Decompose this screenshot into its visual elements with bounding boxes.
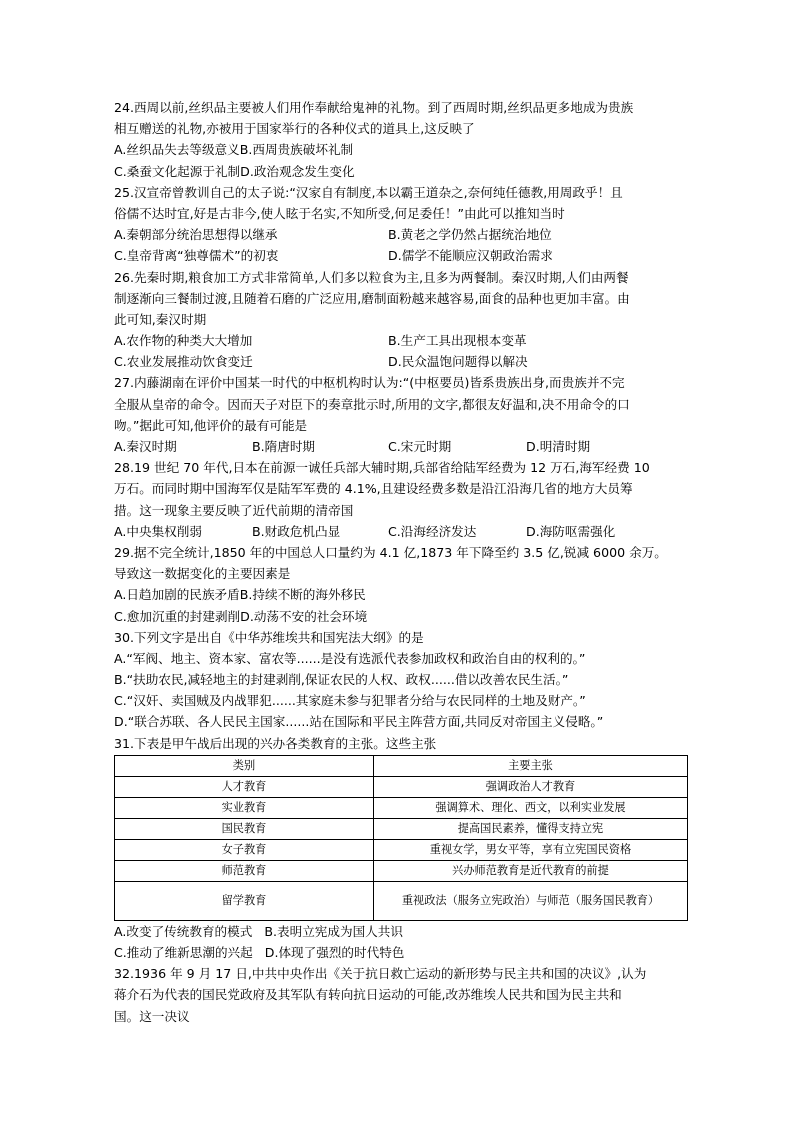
option-b: B.黄老之学仍然占据统治地位 bbox=[388, 227, 552, 243]
option-b: B.表明立宪成为国人共识 bbox=[264, 923, 403, 939]
table-header: 类别 bbox=[115, 755, 374, 776]
option-a: A.“军阀、地主、资本家、富农等......是没有选派代表参加政权和政治自由的权利的。” bbox=[114, 650, 586, 666]
option-a: A.秦朝部分统治思想得以继承 bbox=[114, 227, 278, 243]
question-stem: 此可知,秦汉时期 bbox=[114, 311, 207, 327]
table-header: 主要主张 bbox=[374, 755, 688, 776]
question-25 bbox=[114, 182, 690, 267]
table-cell: 强调算术、理化、西文，以利实业发展 bbox=[374, 797, 688, 818]
question-27 bbox=[114, 372, 690, 457]
option-row bbox=[114, 584, 690, 605]
option-c: C.桑蚕文化起源于礼制 bbox=[114, 163, 241, 179]
exam-page bbox=[114, 97, 690, 1027]
option-c: C.宋元时期 bbox=[388, 439, 452, 454]
table-cell: 留学教育 bbox=[115, 881, 374, 920]
education-table bbox=[114, 755, 688, 921]
question-stem: 28.19 世纪 70 年代,日本在前源一诚任兵部大辅时期,兵部省给陆军经费为 12 万石,海军经费 10 bbox=[114, 460, 650, 476]
option-row bbox=[114, 161, 690, 182]
question-stem: 万石。而同时期中国海军仅是陆军军费的 4.1%,且建设经费多数是沿江沿海几省的地方大员筹 bbox=[114, 481, 633, 497]
option-b: B.财政危机凸显 bbox=[252, 523, 341, 539]
option-a: A.农作物的种类大大增加 bbox=[114, 333, 253, 349]
option-d: D.体现了强烈的时代特色 bbox=[264, 945, 405, 960]
option-a: A.改变了传统教育的模式 bbox=[114, 923, 253, 939]
option-d: D.政治观念发生变化 bbox=[240, 163, 355, 179]
option-d: D.动荡不安的社会环境 bbox=[240, 608, 368, 624]
option-row bbox=[114, 521, 690, 542]
option-row bbox=[114, 351, 690, 372]
question-stem: 25.汉宣帝曾教训自己的太子说:“汉家自有制度,本以霸王道杂之,奈何纯任德教,用周政乎！且 bbox=[114, 184, 623, 200]
option-row bbox=[114, 224, 690, 245]
question-stem: 蒋介石为代表的国民党政府及其军队有转向抗日运动的可能,改苏维埃人民共和国为民主共和 bbox=[114, 987, 622, 1003]
table-cell: 提高国民素养，懂得支持立宪 bbox=[374, 818, 688, 839]
question-24 bbox=[114, 97, 690, 182]
option-d: D.海防呕需强化 bbox=[526, 523, 616, 539]
option-row bbox=[114, 606, 690, 627]
option-row bbox=[114, 921, 690, 942]
question-stem: 31.下表是甲午战后出现的兴办各类教育的主张。这些主张 bbox=[114, 735, 437, 751]
option-d: D.民众温饱问题得以解决 bbox=[388, 354, 528, 370]
option-d: D.“联合苏联、各人民民主国家......站在国际和平民主阵营方面,共同反对帝国主义侵略。” bbox=[114, 714, 604, 730]
option-row bbox=[114, 245, 690, 266]
option-row bbox=[114, 942, 690, 963]
option-b: B.“扶助农民,减轻地主的封建剥削,保证农民的人权、政权......借以改善农民生活。” bbox=[114, 672, 569, 688]
question-stem: 吻。”据此可知,他评价的最有可能是 bbox=[114, 417, 308, 433]
question-26 bbox=[114, 267, 690, 373]
question-31 bbox=[114, 733, 690, 964]
question-stem: 导致这一数据变化的主要因素是 bbox=[114, 566, 291, 582]
question-29 bbox=[114, 542, 690, 627]
question-stem: 国。这一决议 bbox=[114, 1008, 190, 1024]
table-row bbox=[115, 839, 688, 860]
table-cell: 国民教育 bbox=[115, 818, 374, 839]
question-stem: 27.内藤湖南在评价中国某一时代的中枢机构时认为:“(中枢要员)皆系贵族出身,而贵族并不完 bbox=[114, 375, 625, 391]
question-stem: 措。这一现象主要反映了近代前期的清帝国 bbox=[114, 502, 354, 518]
table-cell: 女子教育 bbox=[115, 839, 374, 860]
option-row bbox=[114, 330, 690, 351]
table-cell: 实业教育 bbox=[115, 797, 374, 818]
option-c: C.愈加沉重的封建剥削 bbox=[114, 608, 241, 624]
table-row bbox=[115, 860, 688, 881]
table-cell: 师范教育 bbox=[115, 860, 374, 881]
table-row bbox=[115, 797, 688, 818]
option-a: A.秦汉时期 bbox=[114, 439, 177, 454]
table-row bbox=[115, 881, 688, 920]
question-stem: 26.先秦时期,粮食加工方式非常简单,人们多以粒食为主,且多为两餐制。秦汉时期,人们由两餐 bbox=[114, 269, 629, 285]
question-stem: 俗儒不达时宜,好是古非今,使人眩于名实,不知所受,何足委任！”由此可以推知当时 bbox=[114, 205, 565, 221]
option-c: C.推动了维新思潮的兴起 bbox=[114, 945, 253, 960]
option-c: C.沿海经济发达 bbox=[388, 523, 477, 539]
question-stem: 制逐渐向三餐制过渡,且随着石磨的广泛应用,磨制面粉越来越容易,面食的品种也更加丰富。由 bbox=[114, 290, 630, 306]
table-cell: 兴办师范教育是近代教育的前提 bbox=[374, 860, 688, 881]
option-b: B.隋唐时期 bbox=[252, 439, 316, 454]
table-header-row bbox=[115, 755, 688, 776]
table-cell: 强调政治人才教育 bbox=[374, 776, 688, 797]
option-a: A.丝织品失去等级意义 bbox=[114, 142, 240, 158]
option-d: D.明清时期 bbox=[526, 439, 591, 454]
question-stem: 30.下列文字是出自《中华苏维埃共和国宪法大纲》的是 bbox=[114, 629, 424, 645]
option-row bbox=[114, 139, 690, 160]
option-c: C.农业发展推动饮食变迁 bbox=[114, 354, 253, 370]
question-stem: 相互赠送的礼物,亦被用于国家举行的各种仪式的道具上,这反映了 bbox=[114, 121, 475, 137]
table-cell: 人才教育 bbox=[115, 776, 374, 797]
table-cell: 重视政法（服务立宪政治）与师范（服务国民教育） bbox=[374, 881, 688, 920]
option-b: B.生产工具出现根本变革 bbox=[388, 333, 527, 349]
question-28 bbox=[114, 457, 690, 542]
table-cell: 重视女学，男女平等，享有立宪国民资格 bbox=[374, 839, 688, 860]
option-d: D.儒学不能顺应汉朝政治需求 bbox=[388, 248, 553, 264]
table-row bbox=[115, 776, 688, 797]
option-row bbox=[114, 436, 690, 457]
question-stem: 24.西周以前,丝织品主要被人们用作奉献给鬼神的礼物。到了西周时期,丝织品更多地成为贵族 bbox=[114, 100, 634, 115]
question-32 bbox=[114, 963, 690, 1027]
option-b: B.西周贵族破坏礼制 bbox=[239, 142, 354, 158]
option-a: A.日趋加剧的民族矛盾 bbox=[114, 587, 240, 603]
option-b: B.持续不断的海外移民 bbox=[239, 587, 366, 603]
table-row bbox=[115, 818, 688, 839]
question-30 bbox=[114, 627, 690, 733]
question-stem: 全服从皇帝的命令。因而天子对臣下的奏章批示时,所用的文字,都很友好温和,决不用命令的口 bbox=[114, 396, 630, 412]
option-a: A.中央集权削弱 bbox=[114, 523, 202, 539]
question-stem: 29.据不完全统计,1850 年的中国总人口量约为 4.1 亿,1873 年下降至约 3.5 亿,锐减 6000 余万。 bbox=[114, 544, 667, 560]
option-c: C.皇帝背离“独尊儒术”的初衷 bbox=[114, 248, 279, 264]
question-stem: 32.1936 年 9 月 17 日,中共中央作出《关于抗日救亡运动的新形势与民主共和国的决议》,认为 bbox=[114, 966, 647, 982]
option-c: C.“汉奸、卖国贼及内战罪犯......其家庭未参与犯罪者分给与农民同样的土地及财产。” bbox=[114, 693, 586, 709]
